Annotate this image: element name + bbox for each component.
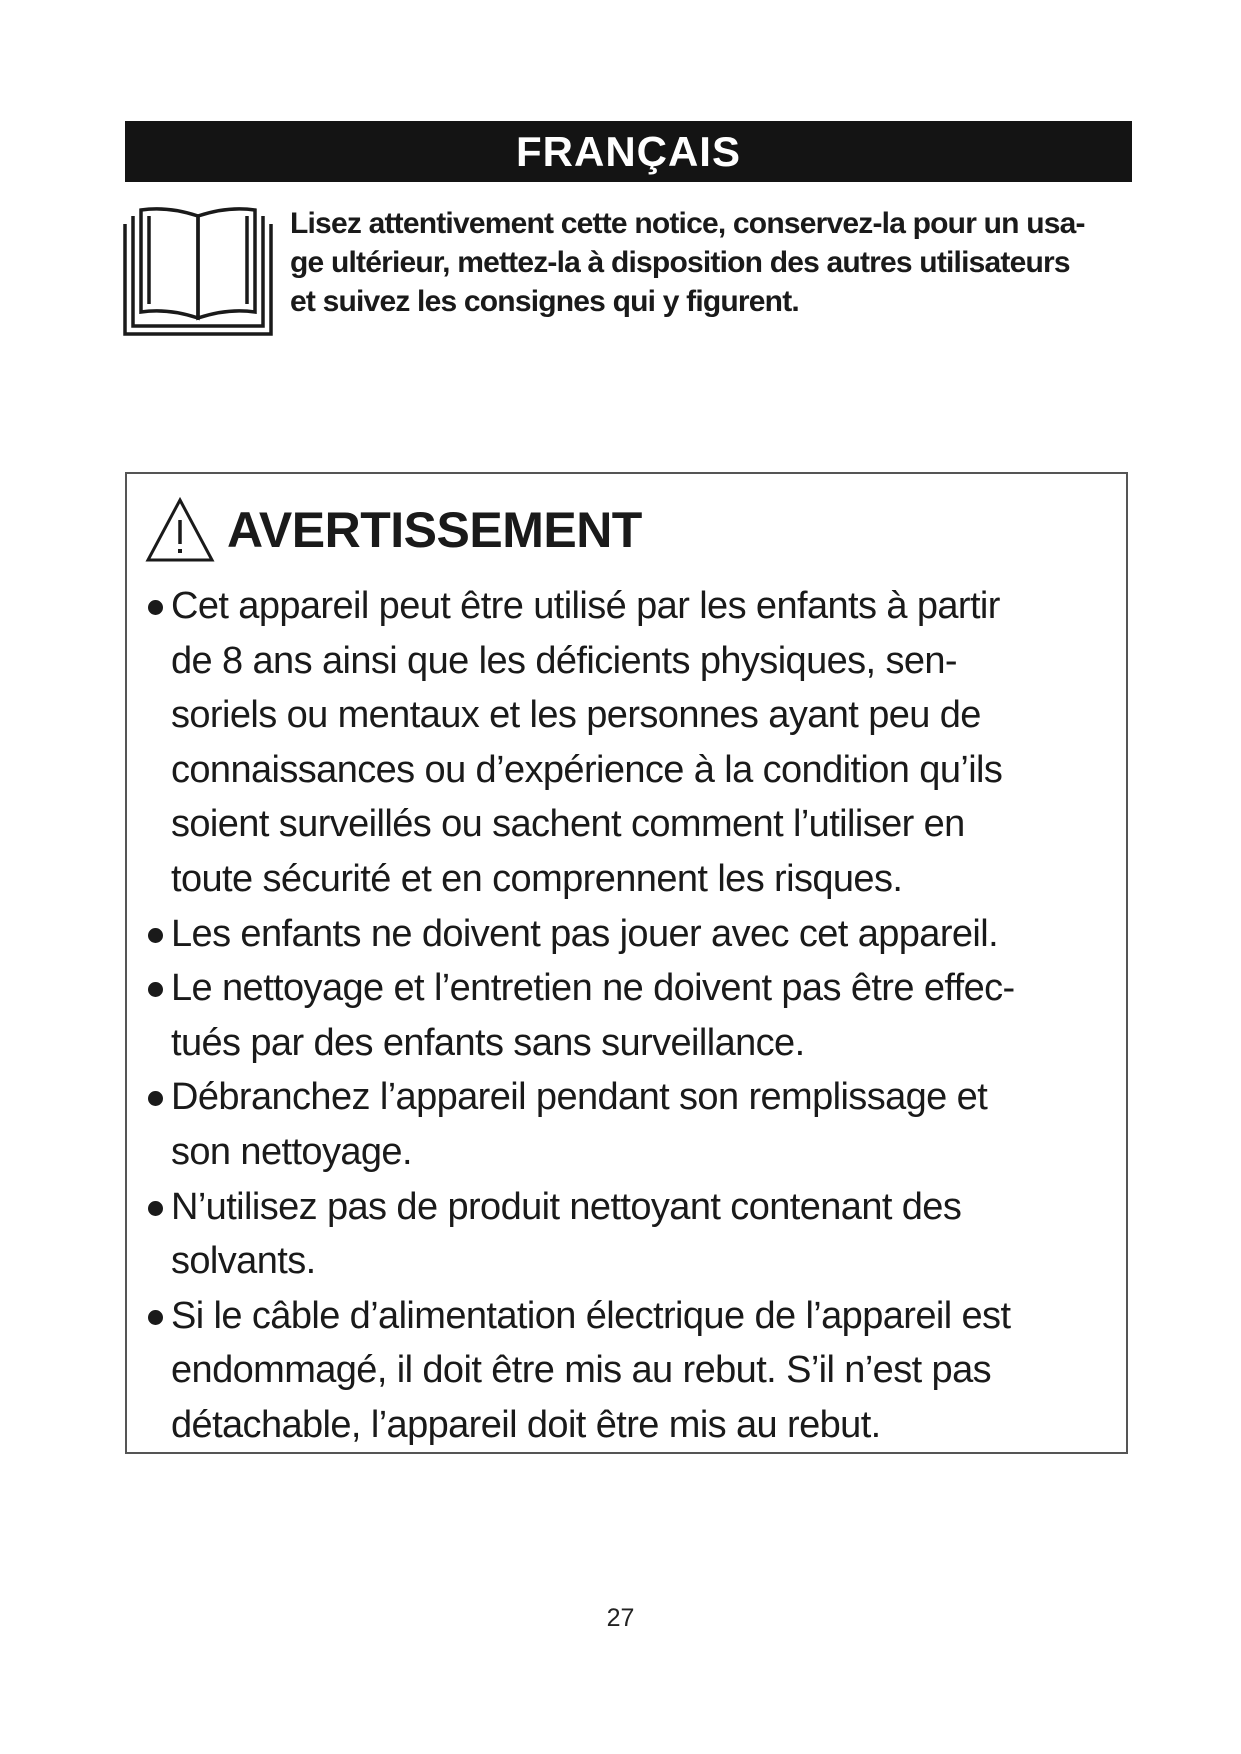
warning-item-line: soriels ou mentaux et les personnes ayant peu de bbox=[171, 694, 981, 737]
warning-item-line: connaissances ou d’expérience à la condition qu’ils bbox=[171, 748, 1003, 791]
bullet-dot bbox=[148, 1091, 163, 1106]
warning-item bbox=[171, 961, 1171, 1070]
warning-box bbox=[125, 472, 1128, 1454]
warning-title: AVERTISSEMENT bbox=[227, 502, 642, 558]
warning-item-line: soient surveillés ou sachent comment l’utiliser en bbox=[171, 803, 965, 846]
open-book-icon bbox=[123, 206, 273, 336]
warning-heading bbox=[145, 496, 642, 564]
page-number: 27 bbox=[606, 1604, 635, 1632]
warning-item-line: Les enfants ne doivent pas jouer avec cet appareil. bbox=[171, 912, 999, 955]
warning-item bbox=[171, 1070, 1171, 1179]
language-title: FRANÇAIS bbox=[516, 127, 741, 175]
warning-item-line: endommagé, il doit être mis au rebut. S’il n’est pas bbox=[171, 1349, 991, 1392]
bullet-dot bbox=[148, 982, 163, 997]
language-header bbox=[125, 121, 1132, 182]
bullet-dot bbox=[148, 928, 163, 943]
bullet-dot bbox=[148, 600, 163, 615]
warning-item-line: son nettoyage. bbox=[171, 1130, 412, 1173]
warning-item-line: de 8 ans ainsi que les déficients physiques, sen- bbox=[171, 639, 957, 682]
warning-item-line: Débranchez l’appareil pendant son remplissage et bbox=[171, 1076, 988, 1119]
warning-item bbox=[171, 907, 1171, 962]
warning-item bbox=[171, 1180, 1171, 1289]
intro-line: ge ultérieur, mettez-la à disposition des autres utilisateurs bbox=[290, 246, 1070, 279]
bullet-dot bbox=[148, 1310, 163, 1325]
warning-item-line: détachable, l’appareil doit être mis au rebut. bbox=[171, 1403, 881, 1446]
intro-text bbox=[290, 204, 1140, 321]
warning-triangle-icon bbox=[145, 496, 215, 564]
warning-item bbox=[171, 1289, 1171, 1453]
intro-line: Lisez attentivement cette notice, conservez-la pour un usa- bbox=[290, 207, 1085, 240]
warning-item bbox=[171, 579, 1171, 907]
warning-item-line: toute sécurité et en comprennent les risques. bbox=[171, 857, 903, 900]
warning-item-line: solvants. bbox=[171, 1240, 316, 1283]
warning-item-line: tués par des enfants sans surveillance. bbox=[171, 1021, 805, 1064]
warning-list bbox=[171, 579, 1171, 1453]
warning-item-line: Cet appareil peut être utilisé par les enfants à partir bbox=[171, 585, 1000, 627]
bullet-dot bbox=[148, 1201, 163, 1216]
intro-line: et suivez les consignes qui y figurent. bbox=[290, 285, 799, 318]
warning-item-line: Si le câble d’alimentation électrique de l’appareil est bbox=[171, 1294, 1011, 1337]
warning-item-line: Le nettoyage et l’entretien ne doivent pas être effec- bbox=[171, 967, 1015, 1010]
warning-item-line: N’utilisez pas de produit nettoyant contenant des bbox=[171, 1185, 962, 1228]
